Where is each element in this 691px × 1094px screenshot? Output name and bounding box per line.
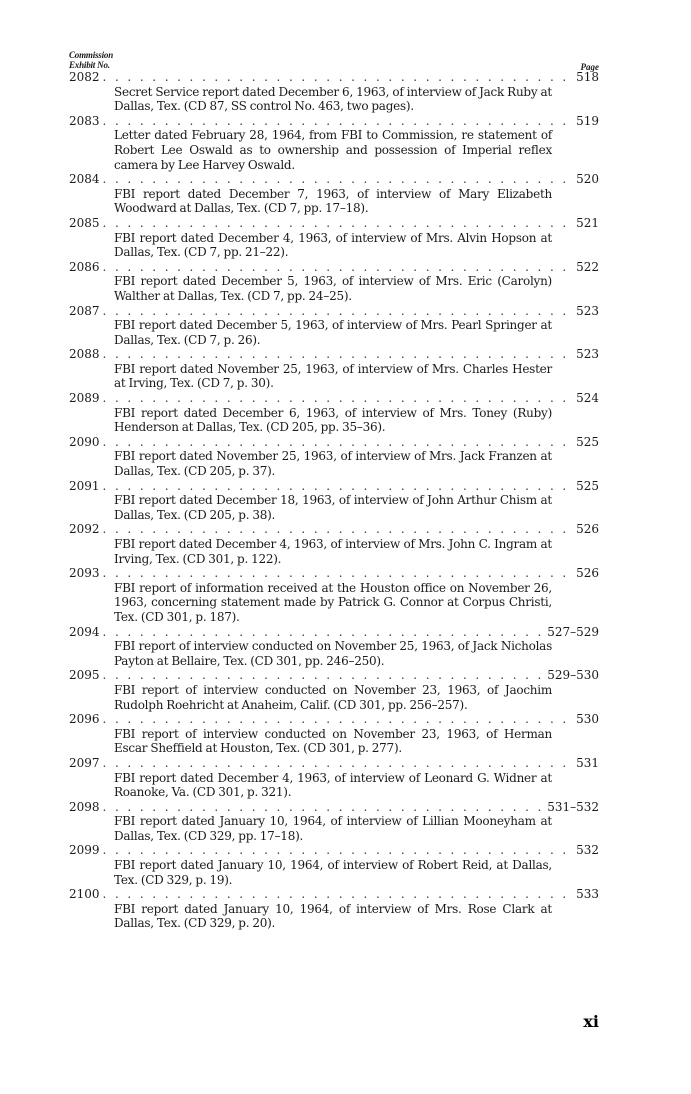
page-number: 526: [576, 522, 599, 537]
dot-leader: [103, 887, 574, 902]
exhibit-description: FBI report of interview conducted on November 23, 1963, of Jaochim Rudolph Roehricht at Anaheim, Calif. (CD 301, pp. 256–257).: [114, 682, 552, 712]
exhibit-entry: [69, 522, 599, 566]
exhibit-description: FBI report dated December 7, 1963, of interview of Mary Elizabeth Woodward at Dallas, Tex. (CD 7, pp. 17–18).: [114, 186, 552, 216]
exhibit-description: FBI report dated December 5, 1963, of interview of Mrs. Pearl Springer at Dallas, Tex. (CD 7, p. 26).: [114, 318, 552, 347]
entry-line: [69, 800, 599, 815]
page-number: 519: [576, 113, 599, 128]
exhibit-description: FBI report dated November 25, 1963, of interview of Mrs. Jack Franzen at Dallas, Tex. (CD 205, p. 37).: [114, 449, 552, 479]
entry-line: [69, 843, 599, 858]
exhibit-number: 2088: [69, 347, 100, 362]
entry-line: [69, 391, 599, 406]
exhibit-description: FBI report dated January 10, 1964, of interview of Lillian Mooneyham at Dallas, Tex. (CD 329, pp. 17–18).: [114, 814, 552, 843]
entry-line: [69, 887, 599, 902]
dot-leader: [103, 216, 574, 231]
exhibit-description: FBI report dated January 10, 1964, of interview of Robert Reid, at Dallas, Tex. (CD 329, p. 19).: [114, 858, 552, 887]
exhibit-entry: [69, 712, 599, 756]
dot-leader: [103, 479, 574, 494]
exhibit-entry: [69, 887, 599, 931]
entry-line: [69, 216, 599, 231]
dot-leader: [103, 566, 574, 581]
page-number: 531: [576, 755, 599, 770]
page-number: 532: [576, 843, 599, 858]
entry-line: [69, 347, 599, 362]
column-header-page: Page: [580, 62, 599, 72]
dot-leader: [103, 668, 545, 683]
exhibit-number: 2089: [69, 391, 100, 406]
page-number: 527–529: [547, 624, 599, 639]
page-number: 529–530: [547, 668, 599, 683]
exhibit-number: 2100: [69, 887, 100, 902]
exhibit-description: FBI report dated January 10, 1964, of interview of Mrs. Rose Clark at Dallas, Tex. (CD 329, p. 20).: [114, 901, 552, 931]
exhibit-number: 2082: [69, 70, 100, 84]
exhibit-number: 2095: [69, 668, 100, 683]
entry-line: [69, 304, 599, 319]
dot-leader: [103, 347, 574, 362]
exhibit-number: 2092: [69, 522, 100, 537]
dot-leader: [103, 435, 574, 450]
page-number: 530: [576, 712, 599, 727]
page-folio: xi: [583, 1012, 599, 1031]
exhibit-entry: [69, 668, 599, 712]
entry-line: [69, 668, 599, 683]
exhibit-entry: [69, 435, 599, 479]
dot-leader: [103, 260, 574, 275]
exhibit-number: 2097: [69, 755, 100, 770]
exhibit-entry: [69, 800, 599, 844]
column-header-line-1: Commission: [69, 50, 114, 60]
exhibit-list: [69, 70, 599, 931]
exhibit-description: FBI report dated December 5, 1963, of interview of Mrs. Eric (Carolyn) Walther at Dallas, Tex. (CD 7, pp. 24–25).: [114, 274, 552, 303]
dot-leader: [103, 800, 545, 815]
dot-leader: [103, 391, 574, 406]
page-number: 520: [576, 172, 599, 187]
exhibit-entry: [69, 260, 599, 304]
dot-leader: [103, 522, 574, 537]
entry-line: [69, 260, 599, 275]
exhibit-description: FBI report of information received at the Houston office on November 26, 1963, concerning statement made by Patrick G. Connor at Corpus Christi, Tex. (CD 301, p. 187).: [114, 580, 552, 624]
page-number: 524: [576, 391, 599, 406]
exhibit-description: FBI report dated December 4, 1963, of interview of Mrs. John C. Ingram at Irving, Tex. (CD 301, p. 122).: [114, 537, 552, 566]
page-number: 525: [576, 478, 599, 493]
entry-line: [69, 625, 599, 640]
exhibit-entry: [69, 70, 599, 114]
page-number: 523: [576, 347, 599, 362]
exhibit-entry: [69, 114, 599, 172]
exhibit-number: 2084: [69, 172, 100, 187]
page-number: 526: [576, 566, 599, 581]
page-number: 518: [576, 70, 599, 84]
column-header-exhibit: [69, 50, 599, 70]
exhibit-entry: [69, 304, 599, 348]
exhibit-description: Letter dated February 28, 1964, from FBI to Commission, re statement of Robert Lee Oswald as to ownership and possession of Imperial reflex camera by Lee Harvey Oswald.: [114, 128, 552, 172]
exhibit-description: FBI report of interview conducted on November 25, 1963, of Jack Nicholas Payton at Bellaire, Tex. (CD 301, pp. 246–250).: [114, 639, 552, 668]
dot-leader: [103, 70, 574, 85]
dot-leader: [103, 625, 545, 640]
exhibit-description: FBI report dated December 4, 1963, of interview of Mrs. Alvin Hopson at Dallas, Tex. (CD 7, pp. 21–22).: [114, 230, 552, 260]
exhibit-entry: [69, 566, 599, 624]
entry-line: [69, 435, 599, 450]
entry-line: [69, 479, 599, 494]
exhibit-description: FBI report of interview conducted on November 23, 1963, of Herman Escar Sheffield at Houston, Tex. (CD 301, p. 277).: [114, 726, 552, 756]
page-number: 522: [576, 259, 599, 274]
dot-leader: [103, 172, 574, 187]
page-number: 525: [576, 434, 599, 449]
exhibit-entry: [69, 172, 599, 216]
exhibit-number: 2098: [69, 799, 100, 814]
exhibit-entry: [69, 625, 599, 669]
entry-line: [69, 70, 599, 85]
document-page: [69, 50, 599, 931]
column-header-line-2: Exhibit No.: [69, 60, 110, 70]
dot-leader: [103, 114, 574, 129]
entry-line: [69, 566, 599, 581]
exhibit-entry: [69, 347, 599, 391]
dot-leader: [103, 712, 574, 727]
exhibit-number: 2094: [69, 624, 100, 639]
entry-line: [69, 522, 599, 537]
exhibit-description: FBI report dated November 25, 1963, of interview of Mrs. Charles Hester at Irving, Tex. (CD 7, p. 30).: [114, 361, 552, 391]
page-number: 531–532: [547, 799, 599, 814]
exhibit-number: 2091: [69, 478, 100, 493]
page-number: 533: [576, 887, 599, 902]
exhibit-entry: [69, 756, 599, 800]
exhibit-number: 2093: [69, 566, 100, 581]
entry-line: [69, 756, 599, 771]
entry-line: [69, 712, 599, 727]
exhibit-entry: [69, 479, 599, 523]
exhibit-description: FBI report dated December 6, 1963, of interview of Mrs. Toney (Ruby) Henderson at Dallas, Tex. (CD 205, pp. 35–36).: [114, 405, 552, 435]
page-number: 521: [576, 215, 599, 230]
dot-leader: [103, 756, 574, 771]
exhibit-entry: [69, 391, 599, 435]
exhibit-entry: [69, 216, 599, 260]
exhibit-description: FBI report dated December 4, 1963, of interview of Leonard G. Widner at Roanoke, Va. (CD 301, p. 321).: [114, 770, 552, 800]
exhibit-number: 2090: [69, 434, 100, 449]
exhibit-entry: [69, 843, 599, 887]
exhibit-description: FBI report dated December 18, 1963, of interview of John Arthur Chism at Dallas, Tex. (CD 205, p. 38).: [114, 493, 552, 522]
exhibit-number: 2096: [69, 712, 100, 727]
page-number: 523: [576, 303, 599, 318]
entry-line: [69, 172, 599, 187]
exhibit-number: 2086: [69, 259, 100, 274]
exhibit-number: 2083: [69, 113, 100, 128]
exhibit-description: Secret Service report dated December 6, 1963, of interview of Jack Ruby at Dallas, Tex. (CD 87, SS control No. 463, two pages).: [114, 84, 552, 114]
dot-leader: [103, 304, 574, 319]
exhibit-number: 2085: [69, 215, 100, 230]
dot-leader: [103, 843, 574, 858]
exhibit-number: 2087: [69, 303, 100, 318]
entry-line: [69, 114, 599, 129]
exhibit-number: 2099: [69, 843, 100, 858]
